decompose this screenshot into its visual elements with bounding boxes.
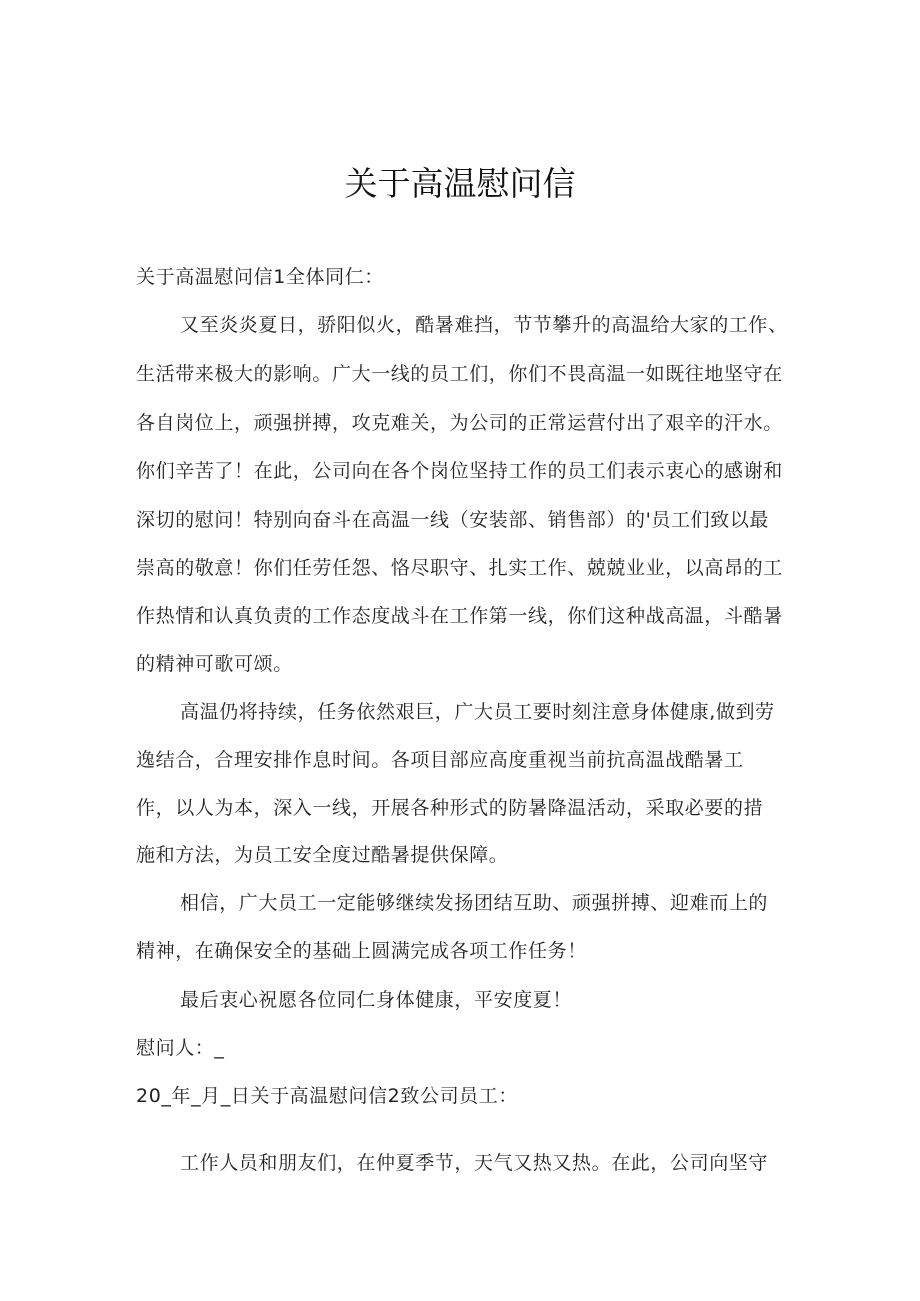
body-line: 作热情和认真负责的工作态度战斗在工作第一线，你们这种战高温，斗酷暑 — [136, 605, 783, 627]
signature-line: 慰问人：_ — [136, 1037, 225, 1059]
body-line: 你们辛苦了！在此，公司向在各个岗位坚持工作的员工们表示衷心的感谢和 — [136, 460, 783, 482]
body-line: 崇高的敬意！你们任劳任怨、恪尽职守、扎实工作、兢兢业业，以高昂的工 — [136, 557, 783, 579]
body-line: 相信，广大员工一定能够继续发扬团结互助、顽强拼搏、迎难而上的 — [180, 892, 769, 914]
body-line: 高温仍将持续，任务依然艰巨，广大员工要时刻注意身体健康,做到劳 — [180, 701, 775, 723]
body-line: 各自岗位上，顽强拼搏，攻克难关，为公司的正常运营付出了艰辛的汗水。 — [136, 412, 783, 434]
body-line: 逸结合，合理安排作息时间。各项目部应高度重视当前抗高温战酷暑工 — [136, 749, 744, 771]
body-line: 施和方法，为员工安全度过酷暑提供保障。 — [136, 844, 509, 866]
body-line: 作，以人为本，深入一线，开展各种形式的防暑降温活动，采取必要的措 — [136, 797, 764, 819]
body-line: 精神，在确保安全的基础上圆满完成各项工作任务！ — [136, 940, 587, 962]
body-line: 工作人员和朋友们，在仲夏季节，天气又热又热。在此，公司向坚守 — [180, 1152, 769, 1174]
closing-line: 最后衷心祝愿各位同仁身体健康，平安度夏！ — [180, 989, 573, 1011]
body-line: 生活带来极大的影响。广大一线的员工们，你们不畏高温一如既往地坚守在 — [136, 363, 783, 385]
document-title: 关于高温慰问信 — [344, 164, 576, 203]
body-line: 又至炎炎夏日，骄阳似火，酷暑难挡，节节攀升的高温给大家的工作、 — [180, 314, 788, 336]
date-line: 20_年_月_日关于高温慰问信2致公司员工： — [136, 1085, 518, 1107]
body-line: 的精神可歌可颂。 — [136, 653, 293, 675]
salutation-line: 关于高温慰问信1全体同仁： — [136, 266, 384, 288]
body-line: 深切的慰问！特别向奋斗在高温一线（安装部、销售部）的'员工们致以最 — [136, 509, 770, 531]
